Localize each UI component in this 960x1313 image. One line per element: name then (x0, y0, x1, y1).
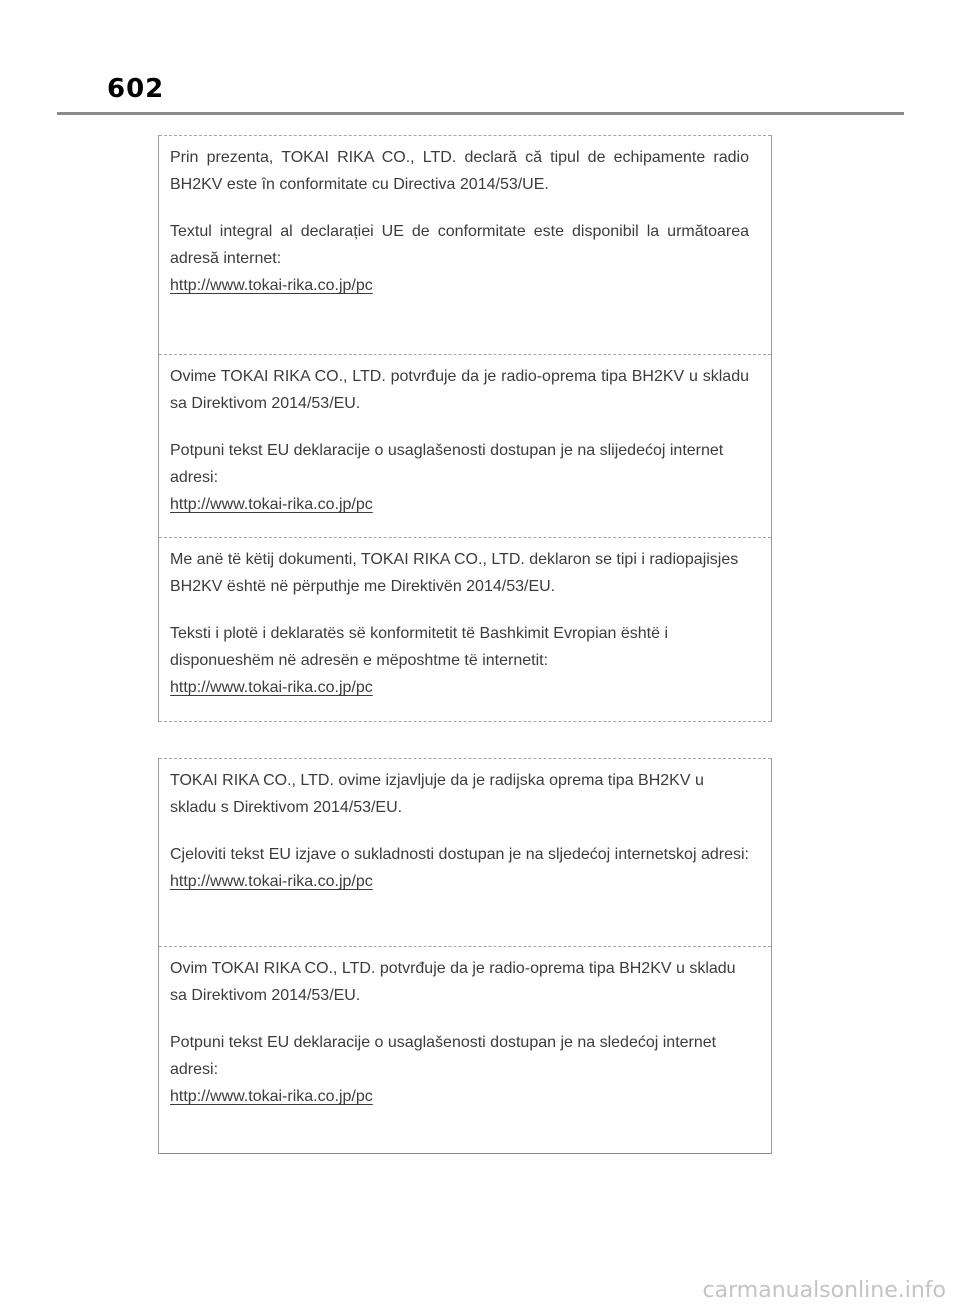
declaration-statement: Ovim TOKAI RIKA CO., LTD. potvrđuje da je radio-oprema tipa BH2KV u skladu sa Direktivom 2014/53/EU. (170, 960, 736, 1004)
declaration-cell-albanian (159, 537, 771, 722)
declaration-statement: Me anë të këtij dokumenti, TOKAI RIKA CO., LTD. deklaron se tipi i radiopajisjes BH2KV është në përputhje me Direktivën 2014/53/EU. (170, 551, 739, 595)
declaration-cell-romanian (159, 135, 771, 354)
watermark-text: carmanualsonline.info (702, 1278, 946, 1303)
declaration-table-1 (158, 135, 772, 722)
declaration-statement: TOKAI RIKA CO., LTD. ovime izjavljuje da je radijska oprema tipa BH2KV u skladu s Direktivom 2014/53/EU. (170, 772, 704, 816)
header-rule (57, 112, 904, 115)
declaration-url-link[interactable]: http://www.tokai-rika.co.jp/pc (170, 873, 373, 890)
declaration-table-2 (158, 758, 772, 1154)
declaration-availability: Teksti i plotë i deklaratës së konformitetit të Bashkimit Evropian është i disponueshëm në adresën e mëposhtme të internetit: (170, 625, 668, 669)
page-number: 602 (107, 74, 165, 104)
declaration-availability: Textul integral al declarației UE de conformitate este disponibil la următoarea adresă internet: (170, 223, 749, 267)
declaration-availability: Potpuni tekst EU deklaracije o usaglašenosti dostupan je na slijedećoj internet adresi: (170, 442, 724, 486)
declaration-url-link[interactable]: http://www.tokai-rika.co.jp/pc (170, 277, 373, 294)
declaration-availability: Cjeloviti tekst EU izjave o sukladnosti dostupan je na sljedećoj internetskoj adresi: (170, 846, 749, 863)
declaration-cell-croatian (159, 758, 771, 946)
declaration-statement: Prin prezenta, TOKAI RIKA CO., LTD. declară că tipul de echipamente radio BH2KV este în conformitate cu Directiva 2014/53/UE. (170, 149, 749, 193)
declaration-availability: Potpuni tekst EU deklaracije o usaglašenosti dostupan je na sledećoj internet adresi: (170, 1034, 717, 1078)
declaration-url-link[interactable]: http://www.tokai-rika.co.jp/pc (170, 679, 373, 696)
declaration-statement: Ovime TOKAI RIKA CO., LTD. potvrđuje da je radio-oprema tipa BH2KV u skladu sa Direktivom 2014/53/EU. (170, 368, 749, 412)
declaration-cell-montenegrin (159, 354, 771, 537)
declaration-url-link[interactable]: http://www.tokai-rika.co.jp/pc (170, 496, 373, 513)
declaration-cell-serbian (159, 946, 771, 1154)
declaration-url-link[interactable]: http://www.tokai-rika.co.jp/pc (170, 1088, 373, 1105)
